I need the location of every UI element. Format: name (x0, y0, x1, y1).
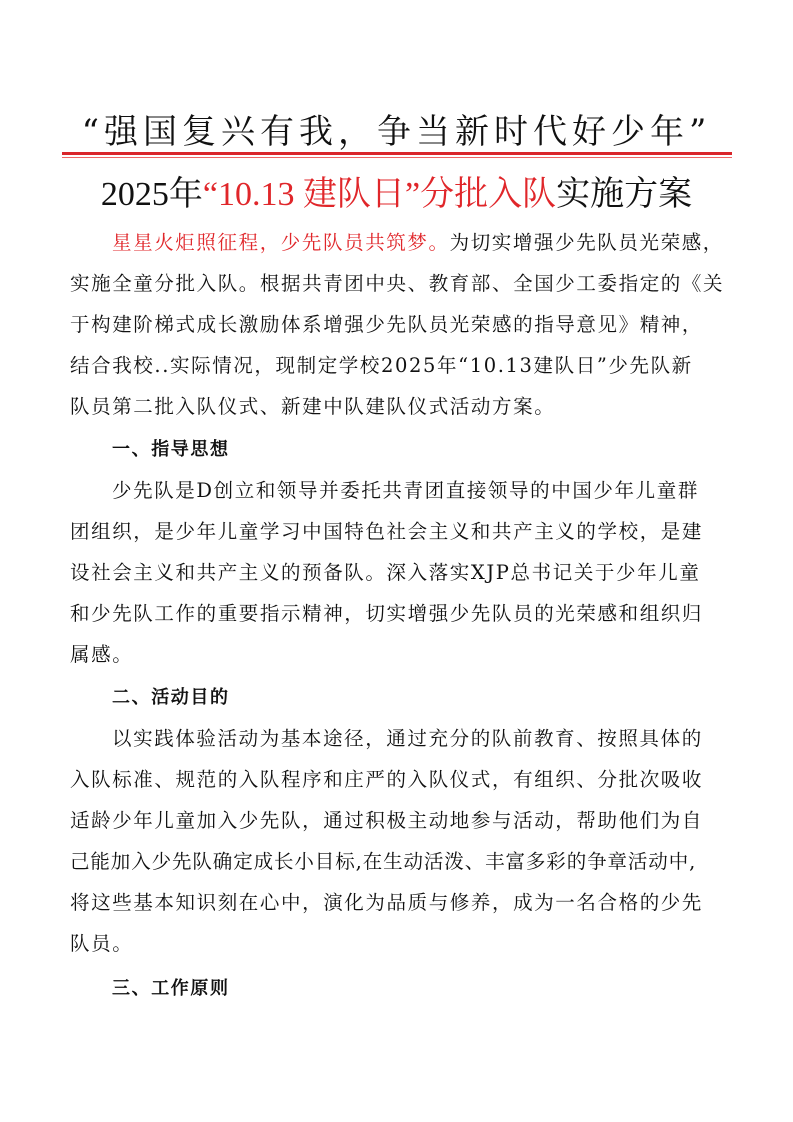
body-line: 将这些基本知识刻在心中，演化为品质与修养，成为一名合格的少先 (70, 891, 704, 914)
body-line: 和少先队工作的重要指示精神，切实增强少先队员的光荣感和组织归 (70, 602, 704, 625)
title-highlight: “10.13 建队日”分批入队 (202, 176, 557, 213)
title-year: 2025年 (100, 176, 203, 213)
section-heading: 三、工作原则 (112, 978, 230, 999)
intro-line: 实施全童分批入队。根据共青团中央、教育部、全国少工委指定的《关 (70, 272, 725, 295)
red-divider-thin (62, 157, 732, 158)
body-line: 少先队是D创立和领导并委托共青团直接领导的中国少年儿童群 (112, 479, 699, 502)
section-heading: 二、活动目的 (112, 687, 230, 708)
intro-line: 结合我校..实际情况，现制定学校2025年“10.13建队日”少先队新 (70, 354, 693, 377)
section-heading: 一、指导思想 (112, 439, 230, 460)
intro-line: 队员第二批入队仪式、新建中队建队仪式活动方案。 (70, 395, 556, 418)
intro-line: 于构建阶梯式成长激励体系增强少先队员光荣感的指导意见》精神， (70, 313, 704, 336)
body-line: 己能加入少先队确定成长小目标,在生动活泼、丰富多彩的争章活动中, (70, 850, 697, 873)
body-line: 以实践体验活动为基本途径，通过充分的队前教育、按照具体的 (112, 727, 703, 750)
body-line: 队员。 (70, 932, 134, 955)
intro-line: 星星火炬照征程，少先队员共筑梦。为切实增强少先队员光荣感， (112, 231, 724, 254)
intro-red: 星星火炬照征程，少先队员共筑梦。 (112, 231, 450, 254)
body-line: 入队标准、规范的入队程序和庄严的入队仪式，有组织、分批次吸收 (70, 768, 704, 791)
body-line: 团组织，是少年儿童学习中国特色社会主义和共产主义的学校，是建 (70, 520, 704, 543)
red-divider (62, 152, 732, 155)
body-line: 适龄少年儿童加入少先队，通过积极主动地参与活动，帮助他们为自 (70, 809, 704, 832)
body-line: 设社会主义和共产主义的预备队。深入落实XJP总书记关于少年儿童 (70, 561, 701, 584)
body-line: 属感。 (70, 643, 134, 666)
slogan: “强国复兴有我，争当新时代好少年” (81, 112, 712, 152)
document-title (0, 166, 793, 215)
title-suffix: 实施方案 (556, 176, 693, 213)
